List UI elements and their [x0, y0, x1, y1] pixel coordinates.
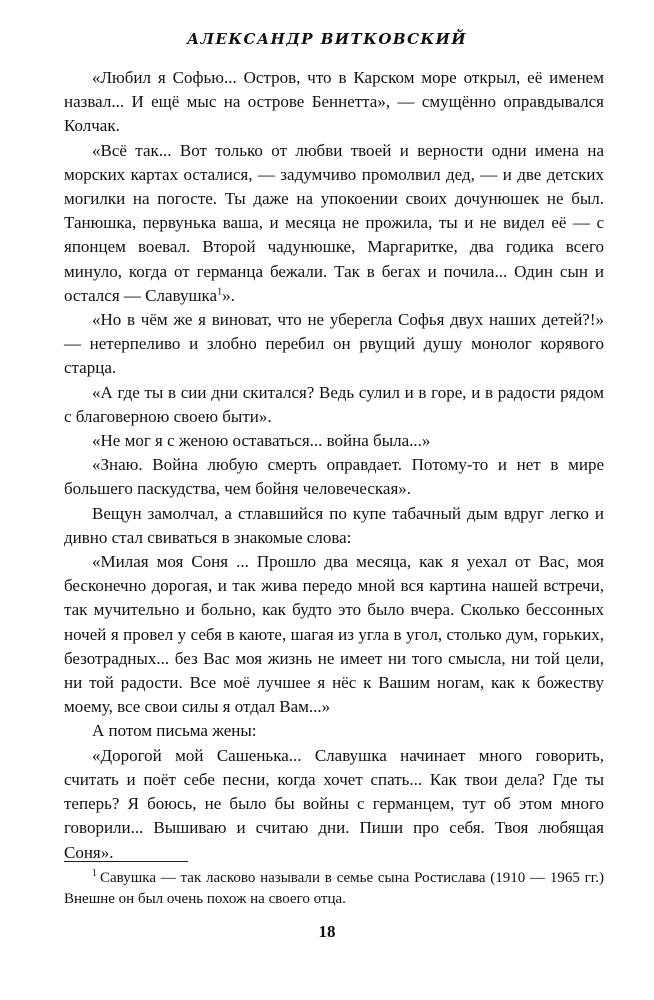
- paragraph: «Милая моя Соня ... Прошло два месяца, как я уехал от Вас, моя бесконечно дорогая, и так жива передо мной вся картина нашей встречи, так мучительно и больно, как будто это было вчера. Сколько бессонных ночей я провел у себя в каюте, шагая из угла в угол, столько дум, горьких, безотрадных... без Вас моя жизнь не имеет ни того смысла, ни той цели, ни той радости. Все моё лучшее я нёс к Вашим ногам, как к божеству моему, все свои силы я отдал Вам...»: [64, 552, 604, 717]
- footnote-text: Савушка — так ласково называли в семье сына Ростислава (1910 — 1965 гг.) Внешне он был очень похож на своего отца.: [64, 870, 604, 907]
- footnote: [64, 868, 604, 910]
- page-number: 18: [318, 922, 336, 941]
- paragraph: «Знаю. Война любую смерть оправдает. Потому-то и нет в мире большего паскудства, чем бойня человеческая».: [64, 455, 604, 499]
- paragraph: «Но в чём же я виноват, что не уберегла Софья двух наших детей?!» — нетерпеливо и злобно перебил он рвущий душу монолог корявого старца.: [64, 310, 604, 378]
- footnote-reference[interactable]: 1: [217, 286, 223, 298]
- paragraph: А потом письма жены:: [92, 721, 257, 741]
- main-text: [64, 66, 604, 865]
- footnote-divider: [64, 861, 188, 862]
- paragraph: «Любил я Софью... Остров, что в Карском море открыл, её именем назвал... И ещё мыс на острове Беннетта», — смущённо оправдывался Колчак.: [64, 68, 604, 136]
- footnote-number: 1: [92, 868, 97, 879]
- paragraph: Вещун замолчал, а стлавшийся по купе табачный дым вдруг легко и дивно стал свиваться в знакомые слова:: [64, 503, 604, 547]
- running-head: АЛЕКСАНДР ВИТКОВСКИЙ: [186, 30, 468, 48]
- paragraph: «Дорогой мой Сашенька... Славушка начинает много говорить, считать и поёт себе песни, когда хочет спать... Как твои дела? Где ты теперь? Я боюсь, не было бы войны с германцем, тут об этом много говорили... Вышиваю и считаю дни. Пиши про себя. Твоя любящая Соня».: [64, 745, 604, 862]
- paragraph-closing: ».: [222, 285, 235, 305]
- paragraph: «Не мог я с женою оставаться... война была...»: [92, 431, 431, 451]
- paragraph-with-footnote: [64, 139, 604, 308]
- paragraph-text: «Всё так... Вот только от любви твоей и верности одни имена на морских картах осталися, — задумчиво промолвил дед, — и две детских могилки на погосте. Ты даже на упокоении своих дочунюшек не был. Танюшка, первунька ваша, и месяца не прожила, ты и не видел её — с японцем воевал. Второй чадунюшке, Маргаритке, два годика всего минуло, когда от германца бежали. Так в бегах и почила... Один сын и остался — Славушка: [64, 140, 604, 305]
- paragraph: «А где ты в сии дни скитался? Ведь сулил и в горе, и в радости рядом с благоверною своею быти».: [64, 382, 604, 426]
